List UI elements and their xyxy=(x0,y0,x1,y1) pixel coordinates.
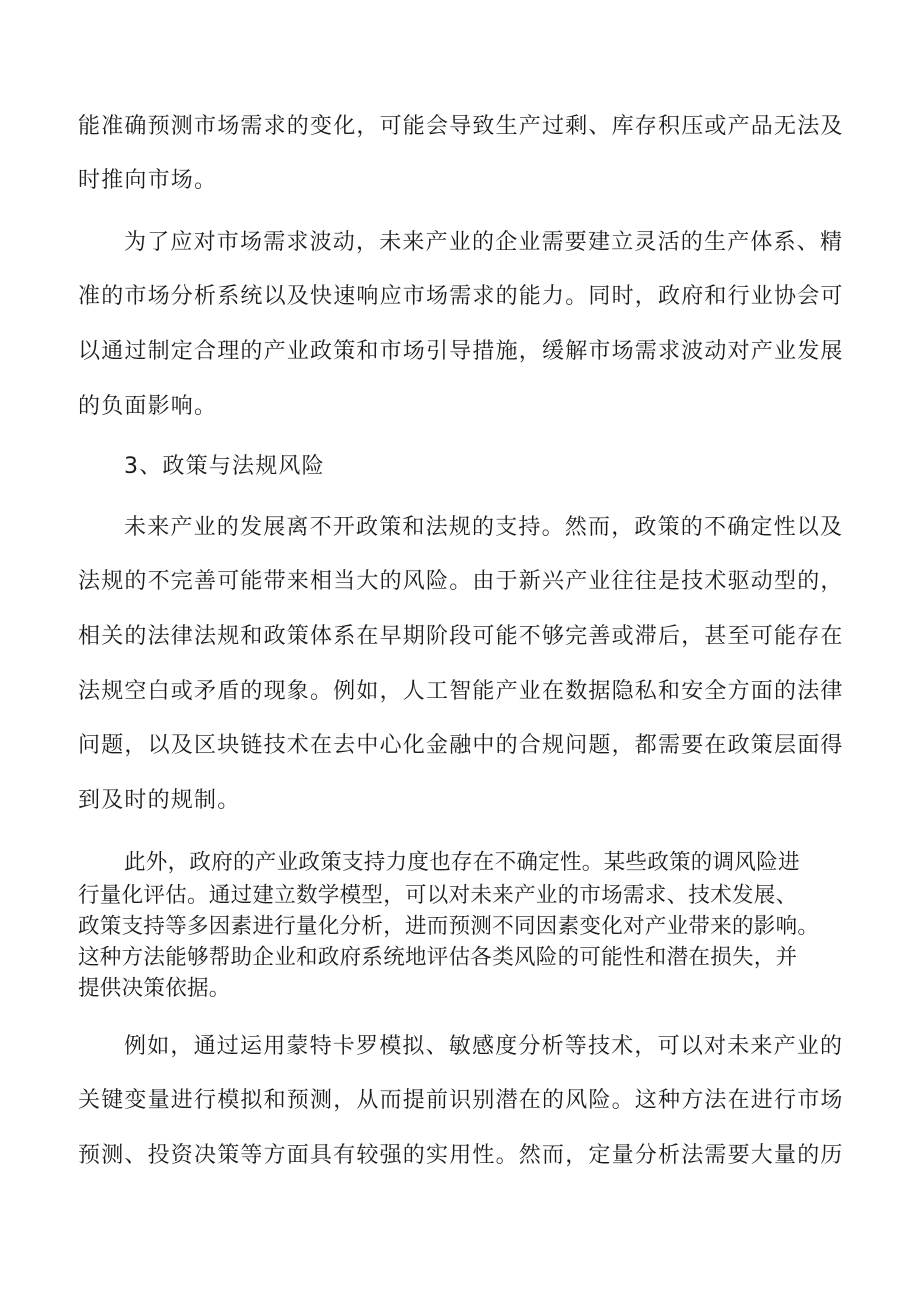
paragraph-line: 为了应对市场需求波动，未来产业的企业需要建立灵活的生产体系、精 xyxy=(124,230,844,255)
paragraph-line: 此外，政府的产业政策支持力度也存在不确定性。某些政策的调风险进 xyxy=(124,850,800,875)
paragraph-line: 行量化评估。通过建立数学模型，可以对未来产业的市场需求、技术发展、 xyxy=(78,883,798,908)
paragraph-line: 预测、投资决策等方面具有较强的实用性。然而，定量分析法需要大量的历 xyxy=(78,1143,844,1168)
paragraph-line: 以通过制定合理的产业政策和市场引导措施，缓解市场需求波动对产业发展 xyxy=(78,339,844,364)
paragraph-line: 的负面影响。 xyxy=(78,394,218,419)
section-heading: 3、政策与法规风险 xyxy=(124,454,325,479)
paragraph-line: 例如，通过运用蒙特卡罗模拟、敏感度分析等技术，可以对未来产业的 xyxy=(124,1034,844,1059)
paragraph-line: 时推向市场。 xyxy=(78,168,218,193)
paragraph-line: 法规空白或矛盾的现象。例如，人工智能产业在数据隐私和安全方面的法律 xyxy=(78,679,844,704)
paragraph-line: 法规的不完善可能带来相当大的风险。由于新兴产业往往是技术驱动型的， xyxy=(78,569,844,594)
paragraph-line: 未来产业的发展离不开政策和法规的支持。然而，政策的不确定性以及 xyxy=(124,515,844,540)
paragraph-line: 关键变量进行模拟和预测，从而提前识别潜在的风险。这种方法在进行市场 xyxy=(78,1088,844,1113)
paragraph-line: 提供决策依据。 xyxy=(78,976,231,1001)
paragraph-line: 政策支持等多因素进行量化分析，进而预测不同因素变化对产业带来的影响。 xyxy=(78,914,820,939)
paragraph-line: 相关的法律法规和政策体系在早期阶段可能不够完善或滞后，甚至可能存在 xyxy=(78,624,844,649)
paragraph-line: 准的市场分析系统以及快速响应市场需求的能力。同时，政府和行业协会可 xyxy=(78,284,844,309)
paragraph-line: 能准确预测市场需求的变化，可能会导致生产过剩、库存积压或产品无法及 xyxy=(78,114,844,139)
paragraph-line: 问题，以及区块链技术在去中心化金融中的合规问题，都需要在政策层面得 xyxy=(78,733,844,758)
paragraph-line: 到及时的规制。 xyxy=(78,788,241,813)
paragraph-line: 这种方法能够帮助企业和政府系统地评估各类风险的可能性和潜在损失，并 xyxy=(78,945,798,970)
